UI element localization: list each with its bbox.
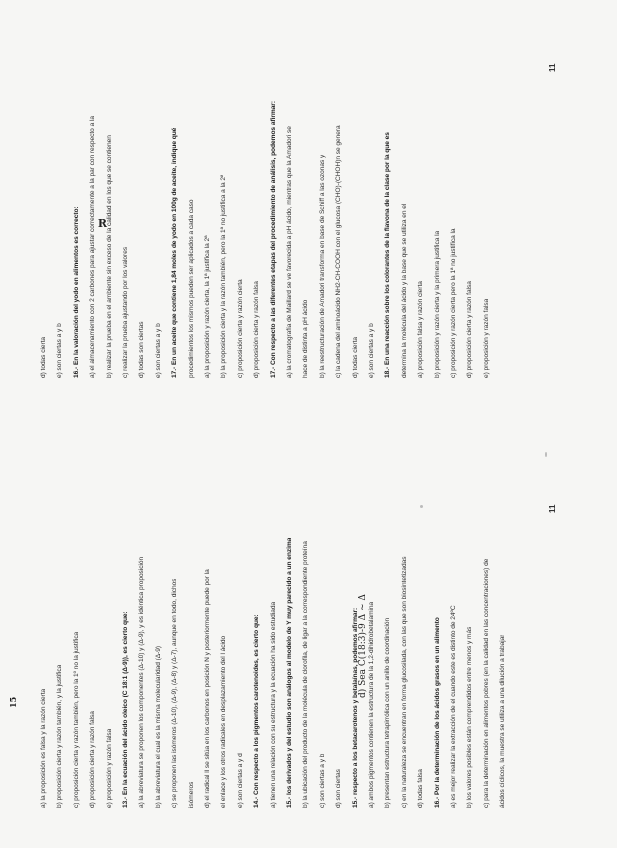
question-line: d) todas cierta (40, 336, 47, 378)
question-line: c) se proponen las isómeros (Δ-10), (Δ-9), (Δ-8) y (Δ-7), aunque en todo, dichos (171, 578, 179, 808)
question-line: e) son ciertas a y b (154, 323, 162, 378)
question-line: hace de distinta a pH ácido (302, 299, 310, 378)
handwritten-annotation: d) Sea C(18:3)-9 Δ ~ Δ (358, 594, 368, 698)
question-line: a) ambos pigmentos contienen la estructura de la 1,2-dihidrobetalamina (368, 601, 375, 808)
question-line: d) el radical ll se sitúa en los carbonos en posición N y posteriormente puede por la (204, 569, 211, 808)
question-line: c) son ciertas a y b (318, 753, 326, 808)
question-line: ácidos cíclicos, la muestra se utiliza a una dilución a trabajar (499, 634, 507, 808)
question-line: a) la abreviatura se proponen los componentes (Δ-10) y (Δ-9), y es idéntica proposición (138, 556, 146, 808)
question-line: a) el almacenamiento con 2 carbones para ajustar correctamente a la par con respecto a la (89, 115, 97, 378)
question-line: a) la proposición es falsa y la razón cierta (40, 688, 47, 808)
question-line: 18.- En una reacción sobre los colorantes de la flavona de la clase por la que es (384, 132, 392, 378)
question-line: c) proposición y razón cierta pero la 1ª no justifica la (450, 228, 457, 378)
question-line: c) la cadena del aminoácido NH2-CH-COOH con el glucosa (CHO)-(CHOH)n se genera (335, 125, 343, 378)
question-line: el enlace y los otros radicales en desplazamiento del l ácido (220, 635, 228, 808)
question-line: procedimientos los mismos pueden ser aplicados a cada caso (187, 199, 195, 378)
scan-speck (545, 452, 547, 457)
question-line: 14.- Con respecto a los pigmentos carotenoides, es cierto que: (253, 614, 261, 808)
question-line: e) son ciertas a y b (56, 323, 64, 378)
question-line: b) presentan estructura tetrapirrólica con un anillo de coordinación (384, 617, 392, 808)
question-line: b) proposición cierta y razón también, y la justifica (56, 664, 64, 808)
question-line: e) proposición y razón falsa (482, 298, 490, 378)
question-line: b) realizar la prueba en el ambiente sin exceso de la calidad en los que se contienen (105, 135, 113, 378)
question-line: a) la cromatografía de Maillard se ve favorecida a pH ácido, mientras que la Amadori se (286, 126, 293, 378)
question-line: c) para la determinación en alimentos pobres (en la calidad en las concentraciones) de (482, 558, 490, 808)
question-line: c) realizar la prueba ajustando por los valores (122, 246, 129, 378)
question-line: isómeros (187, 781, 195, 808)
question-line: 15.- los derivados y del estudio son análogos al modelo de Y muy parecido a un enzima (286, 537, 293, 808)
page-number-left: 11 (548, 504, 557, 513)
question-line: b) los valores posibles están comprendidos entre menos y más (466, 626, 474, 808)
question-line: e) proposición y razón falsa (105, 728, 113, 808)
question-line: b) proposición y razón cierta y la primera justifica la (433, 230, 441, 378)
question-line: a) es mejor realizar la extracción de el cuando este es distinto de 24ºC (450, 605, 457, 808)
scan-speck (420, 505, 423, 508)
question-line: b) la ubicación del producto de la molécula de clorofila, de ligar a la correspondiente proteína (302, 541, 310, 808)
question-line: c) en la naturaleza se encuentran en forma glucosilada, con las que son biosintetizadas (400, 556, 408, 808)
question-line: a) tienen una relación con su estructura y la ecuación ha sido estudiada (269, 601, 277, 808)
question-line: d) son ciertas (335, 769, 343, 808)
question-line: determina la molécula del ácido y la base que se utiliza en el (400, 203, 408, 378)
question-line: e) son ciertas a y b (368, 323, 375, 378)
question-line: 17.- Con respecto a las diferentes etapas del procedimiento de análisis, podemos afirmar: (269, 101, 277, 378)
question-line: d) todas son ciertas (138, 321, 146, 378)
question-line: c) proposición cierta y razón cierta (236, 279, 244, 378)
margin-mark-left: 15 (8, 696, 18, 708)
question-line: d) proposición cierta y razón falsa (253, 281, 261, 378)
question-line: 13.- En la ecuación del ácido oleico (C 18:1 (Δ-9)), es cierto que: (122, 611, 129, 808)
question-line: d) proposición cierta y razón falsa (89, 711, 97, 808)
question-line: 15.- respecto a los betacarotenos y betalaínas, podemos afirmar: (351, 607, 359, 808)
question-line: 17.- En un aceite que contiene 1,84 moles de yodo en 100g de aceite, indique qué (171, 127, 179, 378)
question-line: b) la proposición cierta y la razón también, pero la 1ª no justifica a la 2ª (220, 174, 228, 378)
question-line: c) proposición cierta y razón también, pero la 1º no la justifica (72, 631, 80, 808)
question-line: 16.- Por la determinación de los ácidos grasos en un alimento (433, 617, 441, 808)
question-line: b) la reestructuración de Amadori transforma en base de Schiff a las ozonas y (318, 154, 326, 378)
question-line: b) la abreviatura el cual es la misma molecularidad (Δ-9) (154, 645, 162, 808)
question-line: d) todas cierta (351, 336, 359, 378)
margin-mark-right: R (97, 216, 108, 230)
question-line: e) son ciertas a y d (236, 753, 244, 808)
question-line: d) proposición cierta y razón falsa (466, 281, 474, 378)
question-line: d) todas falsa (417, 769, 425, 808)
question-line: a) la proposición y razón cierta, la 1ª justifica la 2ª (204, 235, 211, 378)
question-line: a) proposición falsa y razón cierta (417, 281, 425, 378)
page-number-right: 11 (548, 63, 557, 72)
question-line: 16.- En la valoración del yodo en alimentos es correcto: (72, 206, 80, 378)
